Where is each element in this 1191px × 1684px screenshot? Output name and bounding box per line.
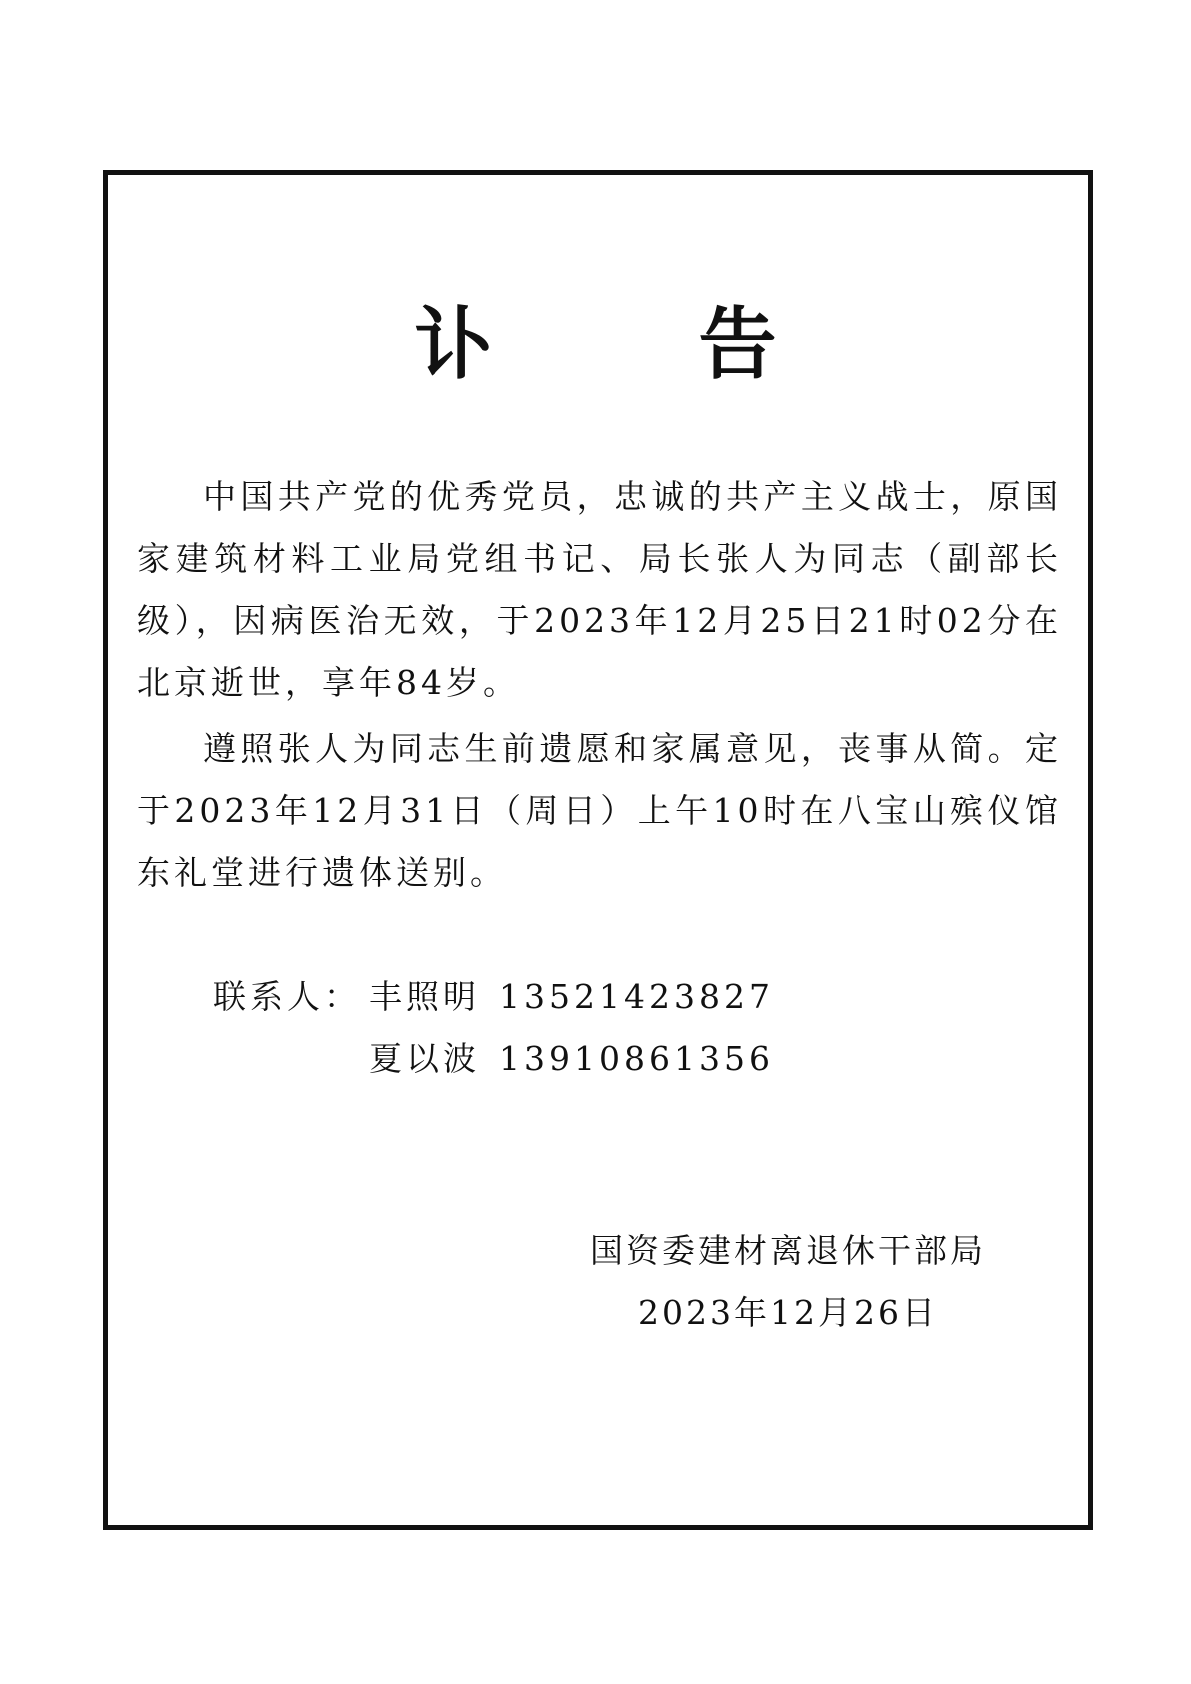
issuing-organization: 国资委建材离退休干部局 [590, 1231, 986, 1270]
contact-phone: 13910861356 [499, 1039, 774, 1078]
notice-title: 讣 告 [414, 299, 841, 390]
contact-phone: 13521423827 [499, 977, 774, 1016]
contact-name: 丰照明 [369, 977, 480, 1016]
contact-name: 夏以波 [369, 1039, 480, 1078]
obituary-paragraph: 中国共产党的优秀党员，忠诚的共产主义战士，原国家建筑材料工业局党组书记、局长张人为同志（副部长级），因病医治无效，于2023年12月25日21时02分在北京逝世，享年84岁。 [137, 477, 1062, 702]
issue-date: 2023年12月26日 [638, 1293, 938, 1332]
contacts-label: 联系人： [213, 977, 361, 1016]
farewell-arrangement-paragraph: 遵照张人为同志生前遗愿和家属意见，丧事从简。定于2023年12月31日（周日）上午10时在八宝山殡仪馆东礼堂进行遗体送别。 [137, 729, 1062, 892]
contact-row [213, 1028, 774, 1090]
contacts-block [213, 966, 774, 1090]
contact-row [213, 966, 774, 1028]
signature-block [590, 1220, 986, 1344]
